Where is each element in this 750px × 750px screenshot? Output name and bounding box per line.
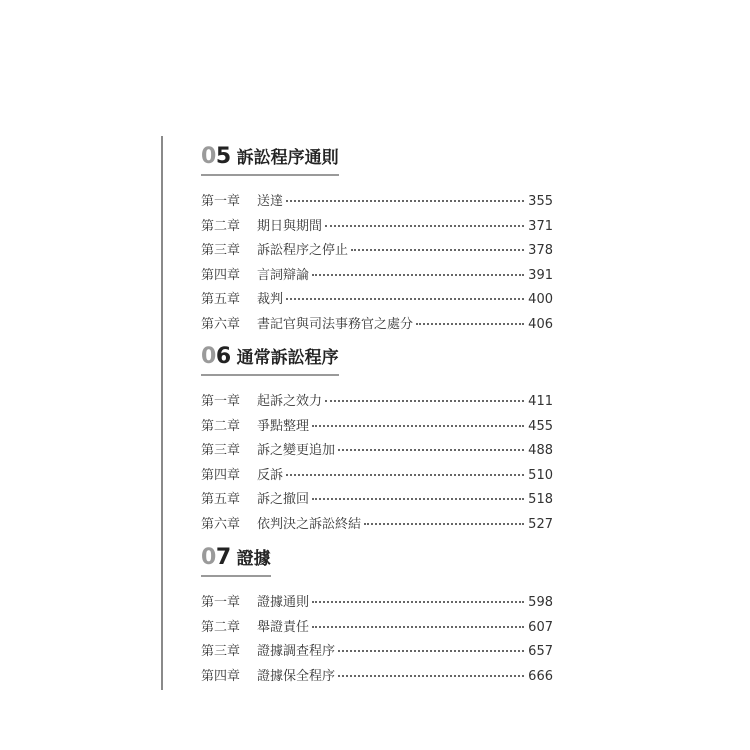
- toc-entry[interactable]: 第四章 證據保全程序 666: [201, 668, 553, 684]
- toc-entry[interactable]: 第一章 起訴之效力 411: [201, 394, 553, 409]
- page-number: 355: [528, 194, 553, 209]
- section-number: 06: [201, 344, 231, 369]
- page-number: 510: [528, 467, 553, 483]
- margin-rule: [161, 136, 163, 690]
- toc-entry[interactable]: 第一章 送達 355: [201, 194, 553, 209]
- page-number: 666: [528, 668, 553, 684]
- toc-entry[interactable]: 第三章 訴訟程序之停止 378: [201, 243, 553, 259]
- dot-leader: [338, 448, 524, 451]
- page-number: 598: [528, 595, 553, 610]
- dot-leader: [286, 473, 524, 476]
- section-number: 07: [201, 545, 231, 570]
- dot-leader: [312, 497, 524, 500]
- page-number: 400: [528, 292, 553, 308]
- page-number: 657: [528, 644, 553, 660]
- toc-entry[interactable]: 第五章 裁判 400: [201, 292, 553, 308]
- toc-entry[interactable]: 第三章 證據調查程序 657: [201, 644, 553, 660]
- section-heading: [201, 143, 339, 176]
- dot-leader: [312, 625, 524, 628]
- toc-entry[interactable]: 第六章 依判決之訴訟終結 527: [201, 516, 553, 532]
- page-number: 371: [528, 218, 553, 234]
- toc-entry[interactable]: 第四章 言詞辯論 391: [201, 267, 553, 283]
- chapter-list: [201, 390, 553, 538]
- dot-leader: [312, 600, 524, 603]
- page-number: 455: [528, 418, 553, 434]
- dot-leader: [338, 674, 524, 677]
- toc-entry[interactable]: 第二章 舉證責任 607: [201, 619, 553, 635]
- page-number: 527: [528, 516, 553, 532]
- dot-leader: [312, 273, 524, 276]
- page-number: 378: [528, 243, 553, 259]
- dot-leader: [364, 522, 524, 525]
- toc-section-07: [201, 544, 553, 689]
- page-number: 518: [528, 492, 553, 508]
- chapter-list: [201, 190, 553, 338]
- dot-leader: [351, 248, 524, 251]
- section-heading: [201, 544, 271, 577]
- page-number: 391: [528, 267, 553, 283]
- dot-leader: [325, 399, 524, 402]
- dot-leader: [286, 297, 524, 300]
- section-title: 通常訴訟程序: [236, 348, 339, 368]
- page-number: 406: [528, 316, 553, 332]
- toc-entry[interactable]: 第四章 反訴 510: [201, 467, 553, 483]
- chapter-list: [201, 591, 553, 689]
- page-number: 607: [528, 619, 553, 635]
- dot-leader: [416, 322, 524, 325]
- section-title: 訴訟程序通則: [236, 148, 339, 168]
- toc-entry[interactable]: 第二章 期日與期間 371: [201, 218, 553, 234]
- page-number: 488: [528, 443, 553, 459]
- dot-leader: [325, 224, 524, 227]
- toc-entry[interactable]: 第六章 書記官與司法事務官之處分 406: [201, 316, 553, 332]
- section-title: 證據: [236, 549, 271, 569]
- page-number: 411: [528, 394, 553, 409]
- section-heading: [201, 343, 339, 376]
- toc-entry[interactable]: 第三章 訴之變更追加 488: [201, 443, 553, 459]
- dot-leader: [338, 649, 524, 652]
- dot-leader: [312, 424, 524, 427]
- toc-entry[interactable]: 第二章 爭點整理 455: [201, 418, 553, 434]
- toc-entry[interactable]: 第五章 訴之撤回 518: [201, 492, 553, 508]
- toc-section-05: [201, 143, 553, 338]
- toc-entry[interactable]: 第一章 證據通則 598: [201, 595, 553, 610]
- dot-leader: [286, 199, 524, 202]
- section-number: 05: [201, 144, 231, 169]
- toc-section-06: [201, 343, 553, 538]
